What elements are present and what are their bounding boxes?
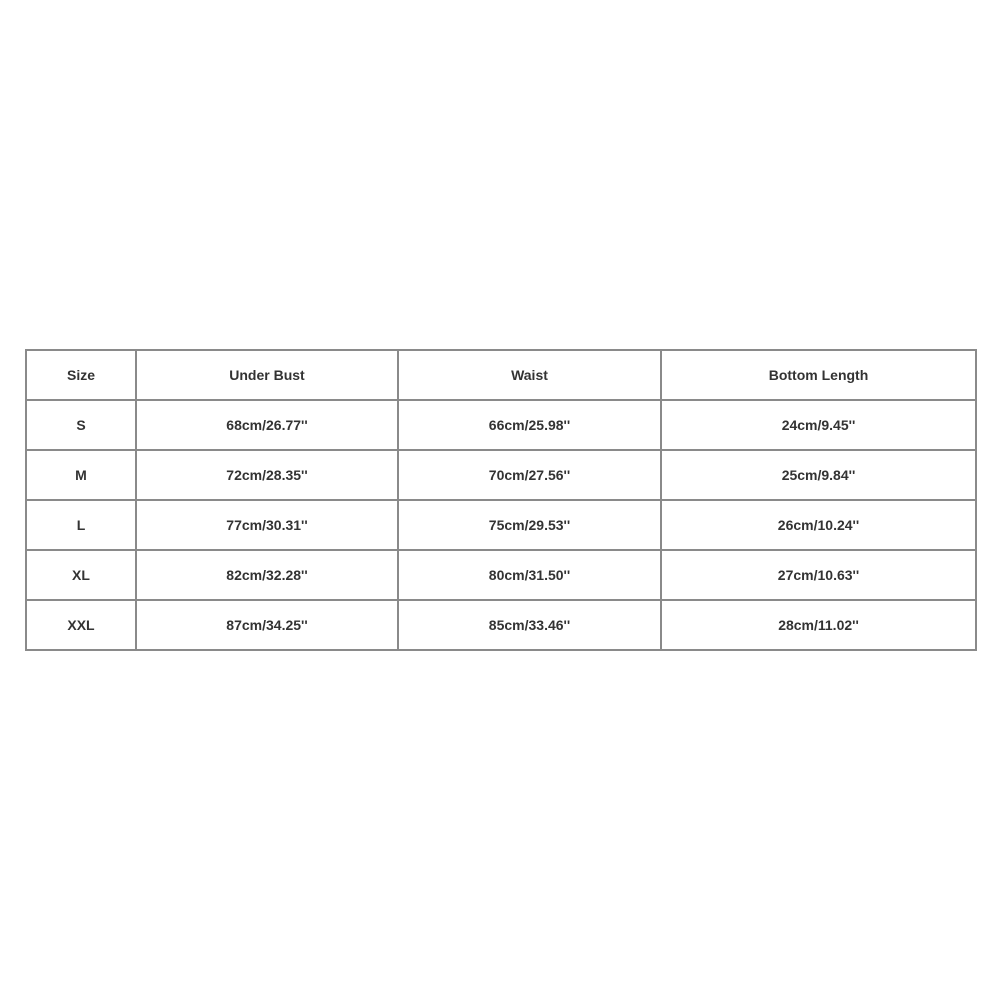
cell-waist: 85cm/33.46'' xyxy=(398,600,661,650)
cell-waist: 70cm/27.56'' xyxy=(398,450,661,500)
cell-size: XL xyxy=(26,550,136,600)
table-row-m xyxy=(26,450,976,500)
cell-bottom-length: 25cm/9.84'' xyxy=(661,450,976,500)
cell-bottom-length: 27cm/10.63'' xyxy=(661,550,976,600)
cell-bottom-length: 24cm/9.45'' xyxy=(661,400,976,450)
cell-under-bust: 77cm/30.31'' xyxy=(136,500,398,550)
cell-size: S xyxy=(26,400,136,450)
cell-waist: 66cm/25.98'' xyxy=(398,400,661,450)
cell-bottom-length: 28cm/11.02'' xyxy=(661,600,976,650)
table-row-l xyxy=(26,500,976,550)
table-row-xl xyxy=(26,550,976,600)
cell-under-bust: 68cm/26.77'' xyxy=(136,400,398,450)
cell-size: XXL xyxy=(26,600,136,650)
cell-waist: 80cm/31.50'' xyxy=(398,550,661,600)
cell-under-bust: 82cm/32.28'' xyxy=(136,550,398,600)
cell-under-bust: 72cm/28.35'' xyxy=(136,450,398,500)
header-bottom-length: Bottom Length xyxy=(661,350,976,400)
table-row-s xyxy=(26,400,976,450)
cell-waist: 75cm/29.53'' xyxy=(398,500,661,550)
size-chart-table xyxy=(25,349,977,651)
cell-size: L xyxy=(26,500,136,550)
cell-size: M xyxy=(26,450,136,500)
header-under-bust: Under Bust xyxy=(136,350,398,400)
table-row-xxl xyxy=(26,600,976,650)
cell-under-bust: 87cm/34.25'' xyxy=(136,600,398,650)
table-header-row xyxy=(26,350,976,400)
header-size: Size xyxy=(26,350,136,400)
cell-bottom-length: 26cm/10.24'' xyxy=(661,500,976,550)
header-waist: Waist xyxy=(398,350,661,400)
